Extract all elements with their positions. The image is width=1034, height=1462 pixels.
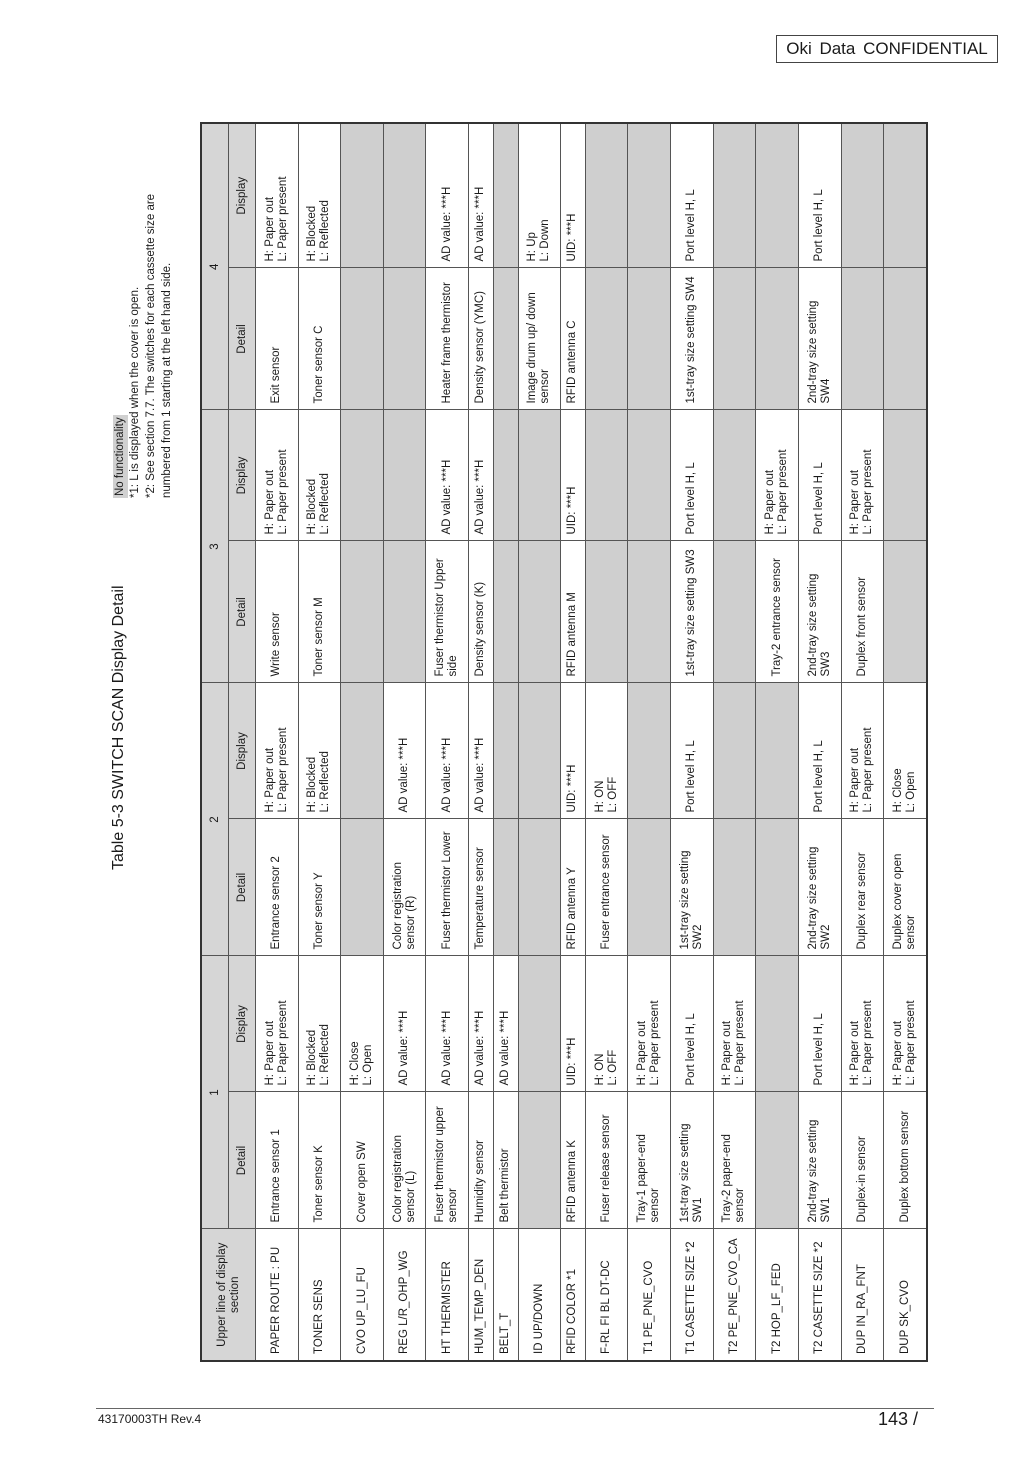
row-section-label: F-RL FI BL DT-DC [585, 1229, 628, 1361]
detail-cell: Duplex bottom sensor [884, 1092, 927, 1229]
detail-cell: Exit sensor [256, 268, 299, 410]
document-id: 43170003TH Rev.4 [98, 1412, 202, 1426]
display-cell [518, 410, 561, 541]
display-cell [383, 410, 426, 541]
detail-cell: Duplex front sensor [841, 541, 884, 683]
table-row [561, 123, 586, 1361]
row-section-label: ID UP/DOWN [518, 1229, 561, 1361]
detail-cell: RFID antenna Y [561, 819, 586, 956]
display-cell [713, 683, 756, 819]
display-header: Display [229, 410, 256, 541]
detail-cell [756, 268, 799, 410]
detail-cell [628, 541, 671, 683]
legend-note-2a: *2: See section 7.7. The switches for each cassette size are [145, 193, 157, 498]
detail-cell: Color registration sensor (L) [383, 1092, 426, 1229]
display-cell [341, 683, 384, 819]
detail-cell [341, 541, 384, 683]
display-cell [628, 683, 671, 819]
display-cell: Port level H, L [798, 956, 841, 1092]
display-cell: H: Paper out L: Paper present [841, 683, 884, 819]
table-row [256, 123, 299, 1361]
detail-cell [585, 268, 628, 410]
detail-cell: RFID antenna M [561, 541, 586, 683]
display-cell: H: Paper out L: Paper present [756, 410, 799, 541]
display-cell: H: Paper out L: Paper present [256, 123, 299, 268]
row-section-label: T1 CASETTE SIZE *2 [671, 1229, 714, 1361]
display-cell: AD value: ***H [469, 683, 494, 819]
table-row [426, 123, 469, 1361]
display-cell [713, 123, 756, 268]
legend-note-2b-text: numbered from 1 starting at the left hand side. [161, 262, 173, 498]
detail-cell [341, 268, 384, 410]
detail-cell [756, 819, 799, 956]
detail-cell: Tray-2 entrance sensor [756, 541, 799, 683]
detail-cell: Tray-2 paper-end sensor [713, 1092, 756, 1229]
row-section-label: BELT_T [493, 1229, 518, 1361]
detail-cell: 1st-tray size setting SW3 [671, 541, 714, 683]
detail-cell [585, 541, 628, 683]
row-section-label: T1 PE_PNE_CVO [628, 1229, 671, 1361]
detail-cell: Duplex rear sensor [841, 819, 884, 956]
table-row [798, 123, 841, 1361]
detail-cell [628, 819, 671, 956]
detail-cell [713, 268, 756, 410]
detail-cell [884, 268, 927, 410]
display-cell: H: Paper out L: Paper present [256, 956, 299, 1092]
display-cell: H: Blocked L: Reflected [298, 683, 341, 819]
table-row [298, 123, 341, 1361]
display-cell [884, 410, 927, 541]
display-cell [628, 123, 671, 268]
display-cell [493, 683, 518, 819]
display-cell: H: Paper out L: Paper present [256, 683, 299, 819]
switch-scan-table [200, 124, 928, 1362]
display-cell [713, 410, 756, 541]
detail-cell: RFID antenna C [561, 268, 586, 410]
table-row [884, 123, 927, 1361]
legend-no-functionality [110, 415, 128, 498]
detail-cell: Write sensor [256, 541, 299, 683]
display-cell: H: Paper out L: Paper present [884, 956, 927, 1092]
switch-scan-grid [200, 122, 928, 1362]
display-cell: AD value: ***H [383, 956, 426, 1092]
display-cell: Port level H, L [798, 410, 841, 541]
row-section-label: DUP SK_CVO [884, 1229, 927, 1361]
table-row [585, 123, 628, 1361]
row-section-label: HUM_TEMP_DEN [469, 1229, 494, 1361]
detail-cell: 1st-tray size setting SW2 [671, 819, 714, 956]
detail-cell: Toner sensor C [298, 268, 341, 410]
table-row [341, 123, 384, 1361]
display-cell: H: Close L: Open [884, 683, 927, 819]
detail-header: Detail [229, 541, 256, 683]
row-section-label: DUP IN_RA_FNT [841, 1229, 884, 1361]
display-cell [585, 123, 628, 268]
detail-header: Detail [229, 819, 256, 956]
display-cell [341, 123, 384, 268]
detail-cell [341, 819, 384, 956]
detail-cell: Tray-1 paper-end sensor [628, 1092, 671, 1229]
group-header: 4 [201, 123, 229, 410]
row-section-label: HT THERMISTER [426, 1229, 469, 1361]
legend-note-2b [159, 263, 175, 498]
table-row [493, 123, 518, 1361]
display-cell: H: Paper out L: Paper present [841, 410, 884, 541]
display-cell: AD value: ***H [426, 123, 469, 268]
detail-cell: Heater frame thermistor [426, 268, 469, 410]
detail-cell: 2nd-tray size setting SW4 [798, 268, 841, 410]
detail-cell: Fuser thermistor upper sensor [426, 1092, 469, 1229]
display-cell: UID: ***H [561, 683, 586, 819]
display-cell: H: Close L: Open [341, 956, 384, 1092]
display-cell: H: Paper out L: Paper present [841, 956, 884, 1092]
legend-note-1: *1: L is displayed when the cover is open. [129, 286, 141, 498]
display-cell [493, 123, 518, 268]
detail-cell: Entrance sensor 2 [256, 819, 299, 956]
display-cell: AD value: ***H [426, 410, 469, 541]
display-cell: UID: ***H [561, 956, 586, 1092]
display-cell [884, 123, 927, 268]
detail-cell: Toner sensor M [298, 541, 341, 683]
detail-cell: 2nd-tray size setting SW3 [798, 541, 841, 683]
display-cell: AD value: ***H [469, 956, 494, 1092]
display-cell [383, 123, 426, 268]
group-header: 2 [201, 683, 229, 956]
group-header: 1 [201, 956, 229, 1229]
row-section-label: T2 PE_PNE_CVO_CA [713, 1229, 756, 1361]
row-section-label: PAPER ROUTE : PU [256, 1229, 299, 1361]
display-cell [493, 410, 518, 541]
display-cell [518, 956, 561, 1092]
display-cell: Port level H, L [671, 123, 714, 268]
display-cell: AD value: ***H [493, 956, 518, 1092]
detail-cell [713, 541, 756, 683]
group-header: 3 [201, 410, 229, 683]
detail-cell: Temperature sensor [469, 819, 494, 956]
detail-cell: 2nd-tray size setting SW2 [798, 819, 841, 956]
table-row [383, 123, 426, 1361]
display-cell [628, 410, 671, 541]
detail-cell: Fuser entrance sensor [585, 819, 628, 956]
table-body [256, 123, 928, 1361]
group-header-row [201, 123, 229, 1361]
display-cell: UID: ***H [561, 410, 586, 541]
detail-cell: Fuser thermistor Lower [426, 819, 469, 956]
detail-cell: Density sensor (YMC) [469, 268, 494, 410]
display-cell [341, 410, 384, 541]
detail-cell: 1st-tray size setting SW1 [671, 1092, 714, 1229]
detail-cell [383, 268, 426, 410]
detail-cell [713, 819, 756, 956]
detail-cell: Fuser thermistor Upper side [426, 541, 469, 683]
display-cell: AD value: ***H [469, 410, 494, 541]
display-cell: Port level H, L [671, 683, 714, 819]
detail-cell: Toner sensor Y [298, 819, 341, 956]
display-cell [585, 410, 628, 541]
display-cell: H: Blocked L: Reflected [298, 956, 341, 1092]
display-cell: H: Up L: Down [518, 123, 561, 268]
detail-cell: Color registration sensor (R) [383, 819, 426, 956]
table-row [671, 123, 714, 1361]
detail-cell: RFID antenna K [561, 1092, 586, 1229]
row-section-label: T2 CASETTE SIZE *2 [798, 1229, 841, 1361]
detail-cell: Density sensor (K) [469, 541, 494, 683]
display-cell: AD value: ***H [383, 683, 426, 819]
detail-cell [493, 819, 518, 956]
display-cell: Port level H, L [671, 956, 714, 1092]
display-cell: H: Blocked L: Reflected [298, 410, 341, 541]
detail-cell: 1st-tray size setting SW4 [671, 268, 714, 410]
detail-cell: Entrance sensor 1 [256, 1092, 299, 1229]
display-header: Display [229, 683, 256, 819]
display-header: Display [229, 956, 256, 1092]
detail-cell: Humidity sensor [469, 1092, 494, 1229]
display-cell: H: Paper out L: Paper present [713, 956, 756, 1092]
display-cell: H: Blocked L: Reflected [298, 123, 341, 268]
detail-cell: Toner sensor K [298, 1092, 341, 1229]
detail-cell [383, 541, 426, 683]
display-cell: AD value: ***H [426, 956, 469, 1092]
detail-cell [518, 1092, 561, 1229]
row-section-label: CVO UP_LU_FU [341, 1229, 384, 1361]
detail-cell [518, 819, 561, 956]
display-cell: H: Paper out L: Paper present [256, 410, 299, 541]
row-section-label: RFID COLOR *1 [561, 1229, 586, 1361]
display-cell: Port level H, L [671, 410, 714, 541]
table-row [469, 123, 494, 1361]
detail-cell [756, 1092, 799, 1229]
table-row [713, 123, 756, 1361]
detail-cell [884, 541, 927, 683]
row-section-label: TONER SENS [298, 1229, 341, 1361]
confidential-label: Oki Data CONFIDENTIAL [776, 35, 998, 63]
table-row [628, 123, 671, 1361]
table-row [518, 123, 561, 1361]
detail-cell: 2nd-tray size setting SW1 [798, 1092, 841, 1229]
footer-rule [96, 1408, 934, 1409]
sub-header-row [229, 123, 256, 1361]
detail-cell: Fuser release sensor [585, 1092, 628, 1229]
display-cell: H: Paper out L: Paper present [628, 956, 671, 1092]
detail-cell: Image drum up/ down sensor [518, 268, 561, 410]
page-number: 143 / [878, 1409, 919, 1429]
display-cell [841, 123, 884, 268]
detail-cell [518, 541, 561, 683]
table-caption: Table 5-3 SWITCH SCAN Display Detail [110, 585, 127, 870]
detail-cell: Duplex cover open sensor [884, 819, 927, 956]
display-cell: AD value: ***H [426, 683, 469, 819]
no-functionality-swatch: No functionality [114, 417, 126, 496]
detail-cell [493, 268, 518, 410]
row-section-label: T2 HOP_LF_FED [756, 1229, 799, 1361]
display-cell: H: ON L: OFF [585, 683, 628, 819]
display-header: Display [229, 123, 256, 268]
section-header: Upper line of display section [201, 1229, 256, 1361]
detail-cell [493, 541, 518, 683]
row-section-label: REG L/R_OHP_WG [383, 1229, 426, 1361]
table-row [756, 123, 799, 1361]
display-cell: Port level H, L [798, 123, 841, 268]
display-cell [756, 956, 799, 1092]
detail-cell [841, 268, 884, 410]
display-cell: UID: ***H [561, 123, 586, 268]
display-cell [756, 123, 799, 268]
detail-header: Detail [229, 268, 256, 410]
display-cell: Port level H, L [798, 683, 841, 819]
display-cell: H: ON L: OFF [585, 956, 628, 1092]
detail-cell [628, 268, 671, 410]
detail-header: Detail [229, 1092, 256, 1229]
detail-cell: Cover open SW [341, 1092, 384, 1229]
display-cell [518, 683, 561, 819]
detail-cell: Duplex-in sensor [841, 1092, 884, 1229]
table-row [841, 123, 884, 1361]
display-cell: AD value: ***H [469, 123, 494, 268]
display-cell [756, 683, 799, 819]
detail-cell: Belt thermistor [493, 1092, 518, 1229]
